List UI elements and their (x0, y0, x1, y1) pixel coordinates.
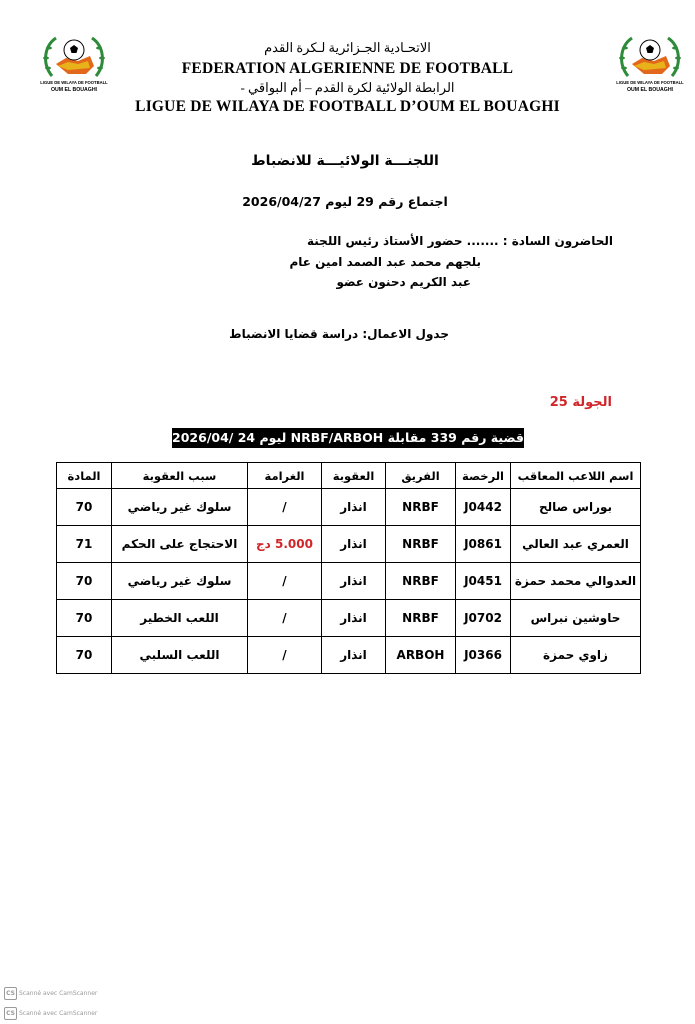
cell-reason: الاحتجاج على الحكم (112, 526, 248, 563)
cell-player: حاوشين نبراس (511, 600, 641, 637)
cell-license: J0366 (456, 637, 511, 674)
logo-text-top: LIGUE DE WILAYA DE FOOTBALL (40, 80, 108, 85)
cell-team: NRBF (386, 563, 456, 600)
cell-license: J0442 (456, 489, 511, 526)
camscanner-icon: CS (4, 1007, 17, 1020)
cell-player: زاوي حمزة (511, 637, 641, 674)
cell-article: 70 (57, 637, 112, 674)
sanctions-table (56, 462, 641, 674)
case-bar: قضية رقم 339 مقابلة NRBF/ARBOH ليوم 24 /2026/04 (172, 428, 524, 448)
cell-sanction: انذار (322, 563, 386, 600)
cell-team: NRBF (386, 489, 456, 526)
cell-fine: / (248, 563, 322, 600)
cell-player: العمري عبد العالي (511, 526, 641, 563)
scanner-text-2: Scanné avec CamScanner (19, 1010, 98, 1017)
table-row (57, 489, 641, 526)
header-sanction: العقوبة (322, 463, 386, 489)
cell-fine: / (248, 600, 322, 637)
agenda-line: جدول الاعمال: دراسة قضايا الانضباط (229, 327, 449, 341)
attendees-line-3: عبد الكريم دحنون عضو (336, 275, 471, 289)
logo-text-bottom: OUM EL BOUAGHI (50, 87, 98, 93)
camscanner-icon: CS (4, 987, 17, 1000)
federation-name-fr: FEDERATION ALGERIENNE DE FOOTBALL (181, 60, 514, 77)
header-fine: الغرامة (248, 463, 322, 489)
league-logo-right (614, 28, 686, 100)
header-player: اسم اللاعب المعاقب (511, 463, 641, 489)
table-header-row (57, 463, 641, 489)
cell-article: 70 (57, 600, 112, 637)
attendees-line-2: بلجهم محمد عبد الصمد امين عام (289, 255, 481, 269)
header-reason: سبب العقوبة (112, 463, 248, 489)
cell-team: NRBF (386, 600, 456, 637)
cell-article: 71 (57, 526, 112, 563)
cell-sanction: انذار (322, 600, 386, 637)
logo-text-bottom: OUM EL BOUAGHI (626, 87, 674, 93)
cell-license: J0861 (456, 526, 511, 563)
cell-reason: اللعب السلبي (112, 637, 248, 674)
table-row (57, 600, 641, 637)
attendees-line-1: الحاضرون السادة : ....... حضور الأستاذ رئيس اللجنة (307, 234, 613, 248)
table-row (57, 637, 641, 674)
committee-title: اللجنـــة الولائيـــة للانضباط (251, 153, 439, 169)
cell-article: 70 (57, 563, 112, 600)
scanner-watermark-2 (4, 1007, 97, 1020)
cell-reason: سلوك غير رياضي (112, 563, 248, 600)
table-row (57, 526, 641, 563)
cell-fine: / (248, 637, 322, 674)
header-license: الرخصة (456, 463, 511, 489)
cell-article: 70 (57, 489, 112, 526)
cell-sanction: انذار (322, 489, 386, 526)
meeting-line: اجتماع رقم 29 ليوم 2026/04/27 (242, 194, 448, 209)
cell-reason: اللعب الخطير (112, 600, 248, 637)
league-name-ar: الرابطة الولائية لكرة القدم – أم البواقي - (240, 80, 455, 95)
round-label: الجولة 25 (549, 395, 612, 410)
cell-fine: / (248, 489, 322, 526)
table-row (57, 563, 641, 600)
header-article: المادة (57, 463, 112, 489)
cell-reason: سلوك غير رياضي (112, 489, 248, 526)
scanner-text-1: Scanné avec CamScanner (19, 990, 98, 997)
federation-name-ar: الاتحـادية الجـزائرية لـكرة القدم (264, 40, 431, 55)
cell-player: بوراس صالح (511, 489, 641, 526)
header-team: الفريق (386, 463, 456, 489)
cell-team: NRBF (386, 526, 456, 563)
cell-license: J0451 (456, 563, 511, 600)
cell-license: J0702 (456, 600, 511, 637)
scanner-watermark-1 (4, 987, 97, 1000)
cell-team: ARBOH (386, 637, 456, 674)
cell-sanction: انذار (322, 526, 386, 563)
logo-text-top: LIGUE DE WILAYA DE FOOTBALL (616, 80, 684, 85)
cell-fine: 5.000 دج (248, 526, 322, 563)
cell-player: العدوالي محمد حمزة (511, 563, 641, 600)
league-logo-left (38, 28, 110, 100)
cell-sanction: انذار (322, 637, 386, 674)
league-name-fr: LIGUE DE WILAYA DE FOOTBALL D’OUM EL BOUAGHI (135, 98, 560, 115)
